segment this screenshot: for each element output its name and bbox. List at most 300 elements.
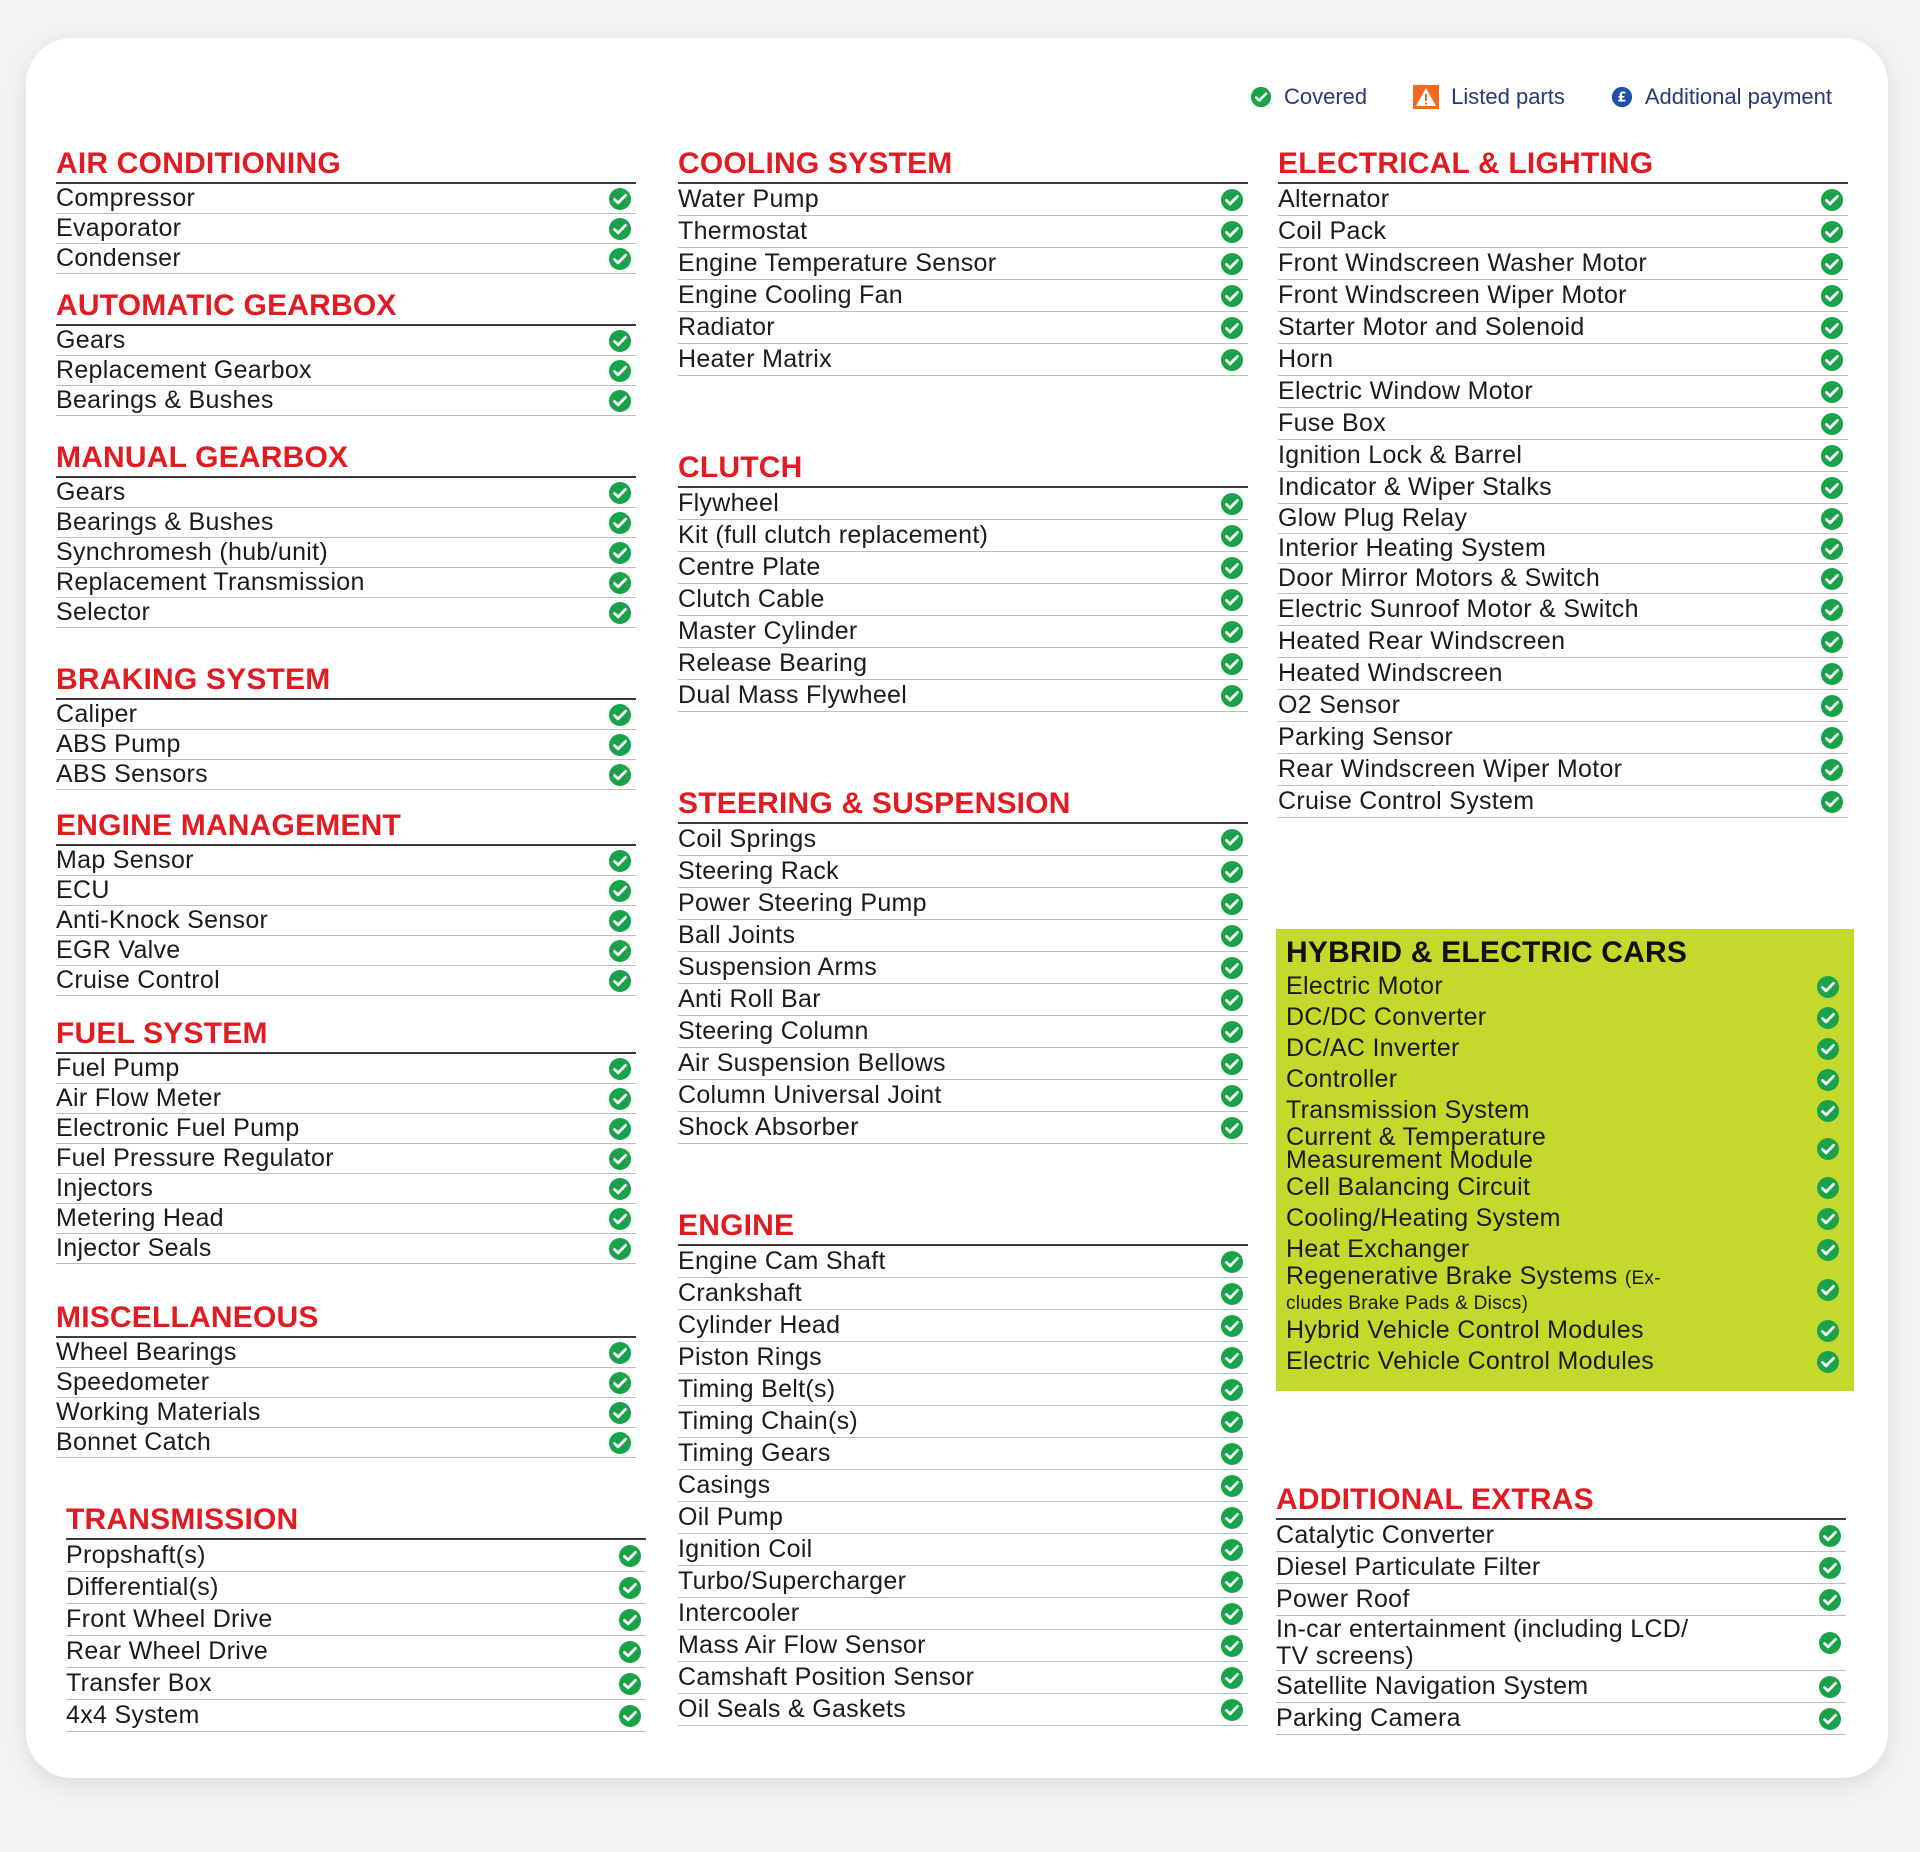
item-label: Cruise Control System	[1278, 787, 1535, 815]
check-icon	[1220, 1116, 1244, 1140]
list-item	[1276, 1315, 1854, 1346]
list-item	[1278, 594, 1848, 626]
item-label: Door Mirror Motors & Switch	[1278, 564, 1601, 592]
section-automatic-gearbox	[56, 288, 636, 416]
item-label: EGR Valve	[56, 936, 181, 964]
item-label: Steering Rack	[678, 857, 839, 885]
item-label: Injectors	[56, 1174, 154, 1202]
check-icon	[1820, 726, 1844, 750]
item-label: Starter Motor and Solenoid	[1278, 313, 1585, 341]
check-icon	[1820, 380, 1844, 404]
item-label: ECU	[56, 876, 110, 904]
list-item	[678, 1502, 1248, 1534]
item-label: Transmission System	[1286, 1096, 1530, 1124]
list-item	[1278, 376, 1848, 408]
list-item	[56, 760, 636, 790]
check-icon	[1220, 1282, 1244, 1306]
list-item	[1278, 408, 1848, 440]
check-icon	[618, 1544, 642, 1568]
item-label: Parking Camera	[1276, 1704, 1461, 1732]
list-item	[1278, 504, 1848, 534]
check-icon	[1820, 412, 1844, 436]
check-icon	[1820, 567, 1844, 591]
item-label: Current & Temperature Measurement Module	[1286, 1123, 1547, 1174]
list-item	[678, 552, 1248, 584]
list-item	[56, 876, 636, 906]
check-icon	[608, 217, 632, 241]
item-label: Fuse Box	[1278, 409, 1387, 437]
section-title: MISCELLANEOUS	[56, 1300, 636, 1338]
section-additional-extras	[1276, 1482, 1846, 1735]
list-item	[56, 1428, 636, 1458]
list-item	[66, 1572, 646, 1604]
list-item	[678, 248, 1248, 280]
legend-covered	[1250, 84, 1367, 110]
list-item-regenerative	[1276, 1262, 1854, 1315]
legend	[1250, 84, 1832, 110]
hybrid-electric-panel	[1276, 929, 1854, 1391]
list-item	[56, 1054, 636, 1084]
list-item	[1276, 1123, 1854, 1174]
list-item	[1276, 1703, 1846, 1735]
item-label: Injector Seals	[56, 1234, 212, 1262]
item-label: Release Bearing	[678, 649, 868, 677]
item-label: Selector	[56, 598, 151, 626]
section-fuel-system	[56, 1016, 636, 1264]
check-icon	[1220, 1346, 1244, 1370]
list-item	[56, 966, 636, 996]
check-icon	[1820, 537, 1844, 561]
item-label: Metering Head	[56, 1204, 224, 1232]
warning-icon	[1413, 85, 1439, 109]
check-icon	[1818, 1588, 1842, 1612]
list-item	[678, 888, 1248, 920]
item-label: Coil Springs	[678, 825, 817, 853]
item-label: Water Pump	[678, 185, 820, 213]
list-item	[678, 488, 1248, 520]
list-item	[56, 846, 636, 876]
check-icon	[1816, 975, 1840, 999]
item-label: Synchromesh (hub/unit)	[56, 538, 329, 566]
check-icon	[1816, 1137, 1840, 1161]
list-item	[1278, 344, 1848, 376]
check-icon	[1220, 1084, 1244, 1108]
item-label: Piston Rings	[678, 1343, 822, 1371]
check-icon	[1220, 524, 1244, 548]
regen-main: Regenerative Brake Systems	[1286, 1262, 1618, 1290]
list-item	[66, 1636, 646, 1668]
list-item	[56, 1084, 636, 1114]
item-label: Front Windscreen Washer Motor	[1278, 249, 1647, 277]
item-label: In-car entertainment (including LCD/ TV screens)	[1276, 1615, 1689, 1670]
item-label: DC/AC Inverter	[1286, 1034, 1460, 1062]
check-icon	[1816, 1176, 1840, 1200]
list-item	[678, 648, 1248, 680]
item-label: Casings	[678, 1471, 771, 1499]
item-label: Timing Gears	[678, 1439, 831, 1467]
item-label: O2 Sensor	[1278, 691, 1401, 719]
check-icon	[1220, 492, 1244, 516]
item-label: Hybrid Vehicle Control Modules	[1286, 1316, 1644, 1344]
section-cooling-system	[678, 146, 1248, 376]
check-icon	[608, 389, 632, 413]
item-label: Electric Vehicle Control Modules	[1286, 1347, 1655, 1375]
check-icon	[608, 1341, 632, 1365]
list-item	[1276, 1172, 1854, 1203]
check-icon	[1220, 588, 1244, 612]
check-icon	[1816, 1207, 1840, 1231]
item-label: Column Universal Joint	[678, 1081, 942, 1109]
item-label: Fuel Pump	[56, 1054, 180, 1082]
list-item	[56, 1144, 636, 1174]
check-icon	[1816, 1037, 1840, 1061]
item-label: Electric Sunroof Motor & Switch	[1278, 595, 1639, 623]
list-item	[56, 326, 636, 356]
list-item	[678, 1662, 1248, 1694]
check-icon	[608, 939, 632, 963]
list-item	[1276, 971, 1854, 1002]
check-icon	[608, 1207, 632, 1231]
item-label: Ball Joints	[678, 921, 796, 949]
check-icon	[608, 969, 632, 993]
check-icon	[1220, 828, 1244, 852]
check-icon	[608, 1237, 632, 1261]
list-item	[678, 984, 1248, 1016]
item-label: Working Materials	[56, 1398, 261, 1426]
check-icon	[1820, 444, 1844, 468]
regen-note: (Ex- cludes Brake Pads & Discs)	[1286, 1268, 1661, 1314]
check-icon	[1820, 598, 1844, 622]
list-item	[678, 1342, 1248, 1374]
item-label: Replacement Gearbox	[56, 356, 312, 384]
check-icon	[1820, 348, 1844, 372]
check-icon	[608, 909, 632, 933]
list-item	[1276, 1616, 1846, 1671]
check-icon	[1220, 316, 1244, 340]
list-item	[1276, 1203, 1854, 1234]
section-electrical-lighting	[1278, 146, 1848, 818]
list-item	[56, 1174, 636, 1204]
check-icon	[618, 1640, 642, 1664]
section-title: STEERING & SUSPENSION	[678, 786, 1248, 824]
item-label: Controller	[1286, 1065, 1398, 1093]
list-item	[56, 1204, 636, 1234]
item-label: Shock Absorber	[678, 1113, 859, 1141]
item-label: Oil Pump	[678, 1503, 784, 1531]
check-icon	[1220, 988, 1244, 1012]
check-icon	[618, 1576, 642, 1600]
item-label: Anti Roll Bar	[678, 985, 821, 1013]
check-icon	[1220, 284, 1244, 308]
check-icon	[1220, 1698, 1244, 1722]
item-label: Cooling/Heating System	[1286, 1204, 1561, 1232]
list-item	[678, 1278, 1248, 1310]
check-icon	[1816, 1319, 1840, 1343]
section-title: HYBRID & ELECTRIC CARS	[1286, 936, 1688, 969]
item-label: Gears	[56, 326, 126, 354]
item-label: Cruise Control	[56, 966, 220, 994]
check-icon	[1220, 1666, 1244, 1690]
list-item	[1276, 1064, 1854, 1095]
list-item	[678, 920, 1248, 952]
check-icon	[1816, 1238, 1840, 1262]
list-item	[56, 906, 636, 936]
list-item	[678, 616, 1248, 648]
item-label: Clutch Cable	[678, 585, 825, 613]
item-label: Glow Plug Relay	[1278, 504, 1468, 532]
check-icon	[1220, 620, 1244, 644]
item-label: Air Flow Meter	[56, 1084, 222, 1112]
list-item	[66, 1668, 646, 1700]
list-item	[1278, 626, 1848, 658]
check-icon	[1220, 188, 1244, 212]
section-title: CLUTCH	[678, 450, 1248, 488]
check-icon	[1220, 1410, 1244, 1434]
section-engine	[678, 1208, 1248, 1726]
item-label: Propshaft(s)	[66, 1541, 206, 1569]
list-item	[1278, 216, 1848, 248]
item-label: Electric Motor	[1286, 972, 1444, 1000]
list-item	[56, 1368, 636, 1398]
check-icon	[1818, 1556, 1842, 1580]
check-icon	[1220, 924, 1244, 948]
list-item	[56, 1234, 636, 1264]
list-item	[1278, 472, 1848, 504]
check-icon	[1220, 1634, 1244, 1658]
list-item	[678, 1630, 1248, 1662]
check-icon	[608, 511, 632, 535]
list-item	[678, 1080, 1248, 1112]
section-title: AUTOMATIC GEARBOX	[56, 288, 636, 326]
item-label: Horn	[1278, 345, 1334, 373]
legend-listed	[1413, 84, 1565, 110]
list-item	[1278, 280, 1848, 312]
list-item	[1278, 690, 1848, 722]
section-title: ADDITIONAL EXTRAS	[1276, 1482, 1846, 1520]
item-label: Power Steering Pump	[678, 889, 927, 917]
list-item	[1278, 440, 1848, 472]
check-icon	[1820, 188, 1844, 212]
item-label: Cylinder Head	[678, 1311, 841, 1339]
list-item	[56, 214, 636, 244]
list-item	[1276, 1033, 1854, 1064]
section-title: ENGINE	[678, 1208, 1248, 1246]
check-icon	[608, 541, 632, 565]
item-label: Steering Column	[678, 1017, 869, 1045]
list-item	[678, 952, 1248, 984]
item-label: Indicator & Wiper Stalks	[1278, 473, 1552, 501]
list-item	[1278, 248, 1848, 280]
item-label: Crankshaft	[678, 1279, 802, 1307]
section-title: COOLING SYSTEM	[678, 146, 1248, 184]
item-label: Heated Windscreen	[1278, 659, 1503, 687]
item-label: Centre Plate	[678, 553, 821, 581]
list-item	[1276, 1346, 1854, 1377]
section-title: ENGINE MANAGEMENT	[56, 808, 636, 846]
item-label: Caliper	[56, 700, 138, 728]
check-icon	[618, 1672, 642, 1696]
legend-additional-label: Additional payment	[1644, 84, 1832, 109]
check-icon	[608, 879, 632, 903]
list-item	[1276, 1095, 1854, 1126]
check-icon	[1250, 86, 1272, 108]
item-label: Master Cylinder	[678, 617, 858, 645]
item-label: Fuel Pressure Regulator	[56, 1144, 334, 1172]
item-label: Ignition Lock & Barrel	[1278, 441, 1523, 469]
check-icon	[1220, 1020, 1244, 1044]
check-icon	[1220, 1538, 1244, 1562]
check-icon	[1820, 316, 1844, 340]
list-item	[56, 936, 636, 966]
check-icon	[1820, 220, 1844, 244]
check-icon	[608, 763, 632, 787]
list-item	[1276, 1520, 1846, 1552]
check-icon	[1220, 1052, 1244, 1076]
list-item	[66, 1540, 646, 1572]
check-icon	[1816, 1068, 1840, 1092]
item-label: Suspension Arms	[678, 953, 878, 981]
check-icon	[1220, 652, 1244, 676]
item-label: Rear Windscreen Wiper Motor	[1278, 755, 1623, 783]
item-label: Ignition Coil	[678, 1535, 813, 1563]
check-icon	[1220, 1442, 1244, 1466]
check-icon	[1220, 860, 1244, 884]
check-icon	[1220, 1474, 1244, 1498]
list-item	[678, 184, 1248, 216]
check-icon	[608, 1177, 632, 1201]
item-label: Anti-Knock Sensor	[56, 906, 269, 934]
item-label: Replacement Transmission	[56, 568, 365, 596]
item-label	[1286, 1262, 1706, 1315]
list-item	[56, 700, 636, 730]
list-item	[56, 730, 636, 760]
list-item	[678, 520, 1248, 552]
check-icon	[608, 1147, 632, 1171]
check-icon	[608, 481, 632, 505]
check-icon	[608, 733, 632, 757]
section-title: BRAKING SYSTEM	[56, 662, 636, 700]
list-item	[678, 1406, 1248, 1438]
check-icon	[608, 329, 632, 353]
item-label: Heater Matrix	[678, 345, 832, 373]
list-item	[678, 856, 1248, 888]
check-icon	[1220, 1250, 1244, 1274]
list-item	[678, 1438, 1248, 1470]
item-label: Interior Heating System	[1278, 534, 1547, 562]
list-item	[1278, 564, 1848, 594]
check-icon	[1818, 1707, 1842, 1731]
section-engine-management	[56, 808, 636, 996]
list-item	[678, 1112, 1248, 1144]
list-item	[678, 280, 1248, 312]
check-icon	[1220, 556, 1244, 580]
list-item	[66, 1604, 646, 1636]
item-label: Bonnet Catch	[56, 1428, 212, 1456]
section-title: AIR CONDITIONING	[56, 146, 636, 184]
item-label: Turbo/Supercharger	[678, 1567, 907, 1595]
item-label: Heated Rear Windscreen	[1278, 627, 1566, 655]
check-icon	[1818, 1675, 1842, 1699]
section-transmission	[66, 1502, 646, 1732]
check-icon	[1820, 476, 1844, 500]
item-label: Engine Cam Shaft	[678, 1247, 886, 1275]
list-item	[678, 1048, 1248, 1080]
item-label: Differential(s)	[66, 1573, 219, 1601]
list-item	[56, 244, 636, 274]
check-icon	[1820, 790, 1844, 814]
list-item	[1276, 1584, 1846, 1616]
item-label: Radiator	[678, 313, 775, 341]
section-title: ELECTRICAL & LIGHTING	[1278, 146, 1848, 184]
check-icon	[1220, 1602, 1244, 1626]
section-title: MANUAL GEARBOX	[56, 440, 636, 478]
check-icon	[608, 703, 632, 727]
check-icon	[618, 1704, 642, 1728]
check-icon	[1820, 284, 1844, 308]
check-icon	[608, 1087, 632, 1111]
check-icon	[608, 1431, 632, 1455]
list-item	[678, 1310, 1248, 1342]
list-item	[1278, 786, 1848, 818]
item-label: Heat Exchanger	[1286, 1235, 1470, 1263]
legend-listed-label: Listed parts	[1451, 84, 1565, 109]
legend-covered-label: Covered	[1283, 84, 1368, 109]
item-label: Kit (full clutch replacement)	[678, 521, 989, 549]
item-label: 4x4 System	[66, 1701, 200, 1729]
list-item	[1278, 312, 1848, 344]
check-icon	[608, 187, 632, 211]
section-manual-gearbox	[56, 440, 636, 628]
list-item	[678, 344, 1248, 376]
check-icon	[1820, 662, 1844, 686]
list-item	[1276, 1234, 1854, 1265]
item-label: Timing Chain(s)	[678, 1407, 859, 1435]
item-label: Gears	[56, 478, 126, 506]
check-icon	[618, 1608, 642, 1632]
list-item	[1278, 754, 1848, 786]
check-icon	[1220, 1378, 1244, 1402]
list-item	[56, 478, 636, 508]
list-item	[1276, 1552, 1846, 1584]
list-item	[1278, 722, 1848, 754]
item-label: Catalytic Converter	[1276, 1521, 1495, 1549]
list-item	[678, 1246, 1248, 1278]
item-label: Speedometer	[56, 1368, 210, 1396]
list-item	[678, 1694, 1248, 1726]
item-label: Bearings & Bushes	[56, 508, 274, 536]
check-icon	[608, 1117, 632, 1141]
check-icon	[1220, 684, 1244, 708]
check-icon	[1818, 1631, 1842, 1655]
check-icon	[1220, 892, 1244, 916]
section-title: TRANSMISSION	[66, 1502, 646, 1540]
list-item	[56, 538, 636, 568]
item-label: Map Sensor	[56, 846, 194, 874]
item-label: Front Windscreen Wiper Motor	[1278, 281, 1627, 309]
list-item	[1278, 184, 1848, 216]
check-icon	[1220, 956, 1244, 980]
check-icon	[1820, 694, 1844, 718]
list-item	[56, 598, 636, 628]
item-label: Intercooler	[678, 1599, 800, 1627]
item-label: ABS Pump	[56, 730, 181, 758]
legend-additional	[1611, 84, 1832, 110]
item-label: Electric Window Motor	[1278, 377, 1533, 405]
item-label: Parking Sensor	[1278, 723, 1454, 751]
check-icon	[608, 1371, 632, 1395]
list-item	[678, 680, 1248, 712]
check-icon	[1820, 630, 1844, 654]
